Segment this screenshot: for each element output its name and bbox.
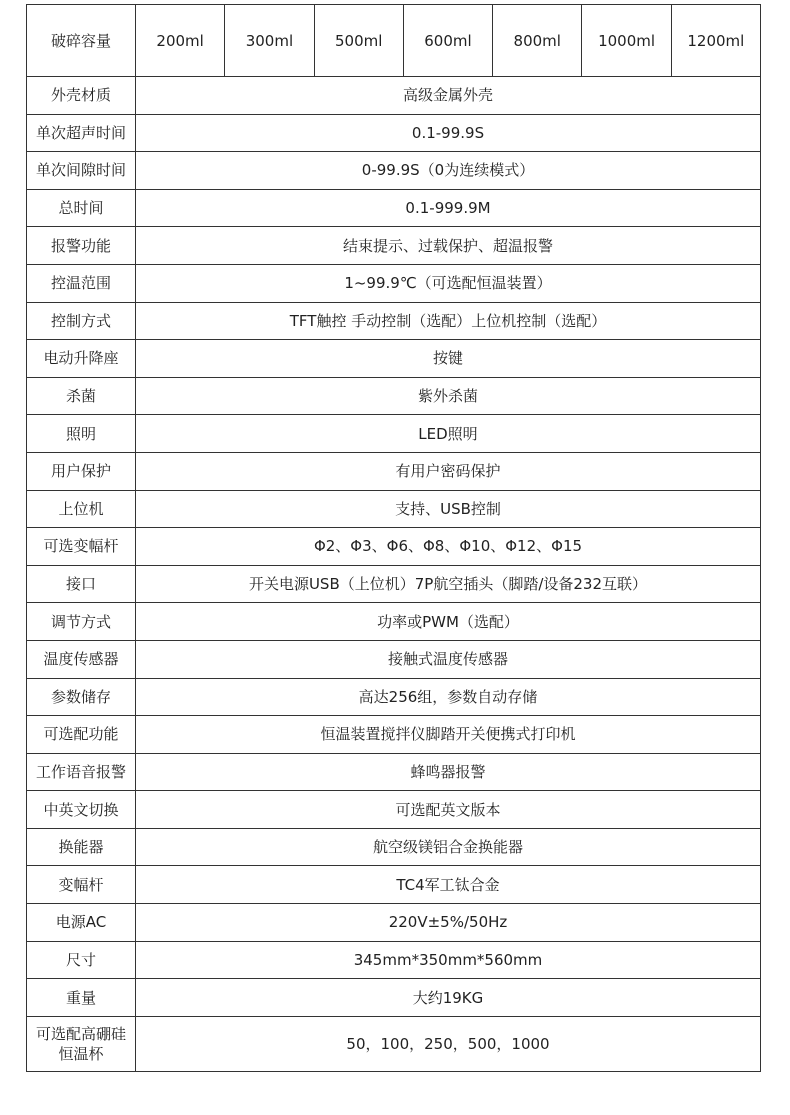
spec-label — [27, 377, 136, 415]
capacity-label — [27, 5, 136, 77]
capacity-label-text: 破碎容量 — [50, 31, 111, 50]
spec-value: 345mm*350mm*560mm — [136, 941, 761, 979]
spec-row — [27, 189, 761, 227]
spec-row — [27, 678, 761, 716]
spec-label — [27, 452, 136, 490]
spec-label — [27, 152, 136, 190]
spec-label-text: 重量 — [65, 988, 96, 1007]
spec-label-text: 工作语音报警 — [35, 762, 126, 781]
capacity-cell: 1000ml — [582, 5, 671, 77]
spec-label — [27, 490, 136, 528]
spec-row — [27, 302, 761, 340]
spec-label — [27, 941, 136, 979]
spec-label — [27, 979, 136, 1017]
spec-label — [27, 791, 136, 829]
spec-table-body — [27, 5, 761, 1072]
spec-table — [26, 4, 761, 1072]
spec-row — [27, 264, 761, 302]
spec-row — [27, 716, 761, 754]
spec-value: 有用户密码保护 — [136, 452, 761, 490]
spec-label-text: 电源AC — [55, 913, 107, 932]
spec-row — [27, 227, 761, 265]
spec-row — [27, 791, 761, 829]
spec-label — [27, 828, 136, 866]
spec-row — [27, 340, 761, 378]
spec-value: 接触式温度传感器 — [136, 640, 761, 678]
spec-value: 可选配英文版本 — [136, 791, 761, 829]
capacity-cell: 600ml — [403, 5, 492, 77]
spec-value: 按键 — [136, 340, 761, 378]
capacity-cell: 500ml — [314, 5, 403, 77]
spec-row — [27, 1016, 761, 1071]
spec-value: 功率或PWM（选配） — [136, 603, 761, 641]
capacity-cell: 800ml — [493, 5, 582, 77]
spec-value: 蜂鸣器报警 — [136, 753, 761, 791]
spec-label-text: 杀菌 — [65, 387, 96, 406]
spec-label-text: 总时间 — [58, 199, 104, 218]
spec-label-text: 外壳材质 — [50, 86, 111, 105]
capacity-cell: 1200ml — [671, 5, 760, 77]
spec-label-text: 单次超声时间 — [35, 123, 126, 142]
spec-row — [27, 941, 761, 979]
spec-row — [27, 77, 761, 115]
spec-row — [27, 753, 761, 791]
spec-value: Φ2、Φ3、Φ6、Φ8、Φ10、Φ12、Φ15 — [136, 528, 761, 566]
spec-label — [27, 716, 136, 754]
spec-row — [27, 490, 761, 528]
spec-label — [27, 1016, 136, 1071]
capacity-cell: 300ml — [225, 5, 314, 77]
spec-value: 高达256组，参数自动存储 — [136, 678, 761, 716]
spec-label — [27, 302, 136, 340]
spec-label-text: 温度传感器 — [43, 650, 119, 669]
spec-row — [27, 528, 761, 566]
spec-label — [27, 189, 136, 227]
spec-label — [27, 866, 136, 904]
spec-row — [27, 377, 761, 415]
spec-value: 220V±5%/50Hz — [136, 904, 761, 942]
spec-row — [27, 452, 761, 490]
spec-label-text: 换能器 — [58, 838, 104, 857]
spec-value: 恒温装置搅拌仪脚踏开关便携式打印机 — [136, 716, 761, 754]
spec-label — [27, 77, 136, 115]
spec-row — [27, 603, 761, 641]
spec-label-text: 可选配功能 — [43, 725, 119, 744]
spec-label-text: 尺寸 — [65, 950, 96, 969]
spec-value: LED照明 — [136, 415, 761, 453]
spec-row — [27, 904, 761, 942]
spec-row — [27, 866, 761, 904]
spec-label-text: 照明 — [65, 424, 96, 443]
spec-value: 航空级镁铝合金换能器 — [136, 828, 761, 866]
spec-value: 0-99.9S（0为连续模式） — [136, 152, 761, 190]
capacity-cell: 200ml — [136, 5, 225, 77]
spec-value: 0.1-999.9M — [136, 189, 761, 227]
spec-label — [27, 528, 136, 566]
spec-label-text: 控温范围 — [50, 274, 111, 293]
spec-label — [27, 753, 136, 791]
spec-label — [27, 227, 136, 265]
spec-label — [27, 640, 136, 678]
spec-label — [27, 340, 136, 378]
spec-value: 大约19KG — [136, 979, 761, 1017]
spec-label — [27, 415, 136, 453]
spec-label-text: 单次间隙时间 — [35, 161, 126, 180]
spec-label-text: 报警功能 — [50, 236, 111, 255]
spec-label — [27, 565, 136, 603]
spec-row — [27, 979, 761, 1017]
spec-label-text: 可选变幅杆 — [43, 537, 119, 556]
spec-label — [27, 114, 136, 152]
spec-row — [27, 828, 761, 866]
capacity-row — [27, 5, 761, 77]
spec-label — [27, 264, 136, 302]
spec-value: 50，100，250，500，1000 — [136, 1016, 761, 1071]
spec-row — [27, 565, 761, 603]
spec-label-text: 接口 — [65, 575, 96, 594]
spec-label-text: 参数储存 — [50, 687, 111, 706]
spec-row — [27, 114, 761, 152]
spec-value: TFT触控 手动控制（选配）上位机控制（选配） — [136, 302, 761, 340]
spec-value: 紫外杀菌 — [136, 377, 761, 415]
spec-label-text: 电动升降座 — [43, 349, 119, 368]
spec-label-text: 变幅杆 — [58, 875, 104, 894]
spec-value: 开关电源USB（上位机）7P航空插头（脚踏/设备232互联） — [136, 565, 761, 603]
spec-row — [27, 415, 761, 453]
spec-label-text: 控制方式 — [50, 311, 111, 330]
spec-label-text: 可选配高硼硅恒温杯 — [35, 1024, 126, 1063]
spec-row — [27, 640, 761, 678]
spec-value: 1~99.9℃（可选配恒温装置） — [136, 264, 761, 302]
spec-label-text: 用户保护 — [50, 462, 111, 481]
spec-label-text: 中英文切换 — [43, 800, 119, 819]
spec-label — [27, 678, 136, 716]
spec-row — [27, 152, 761, 190]
spec-value: 结束提示、过载保护、超温报警 — [136, 227, 761, 265]
spec-value: 0.1-99.9S — [136, 114, 761, 152]
spec-label — [27, 904, 136, 942]
spec-value: 支持、USB控制 — [136, 490, 761, 528]
spec-value: 高级金属外壳 — [136, 77, 761, 115]
spec-label-text: 上位机 — [58, 499, 104, 518]
spec-label-text: 调节方式 — [50, 612, 111, 631]
spec-label — [27, 603, 136, 641]
spec-value: TC4军工钛合金 — [136, 866, 761, 904]
